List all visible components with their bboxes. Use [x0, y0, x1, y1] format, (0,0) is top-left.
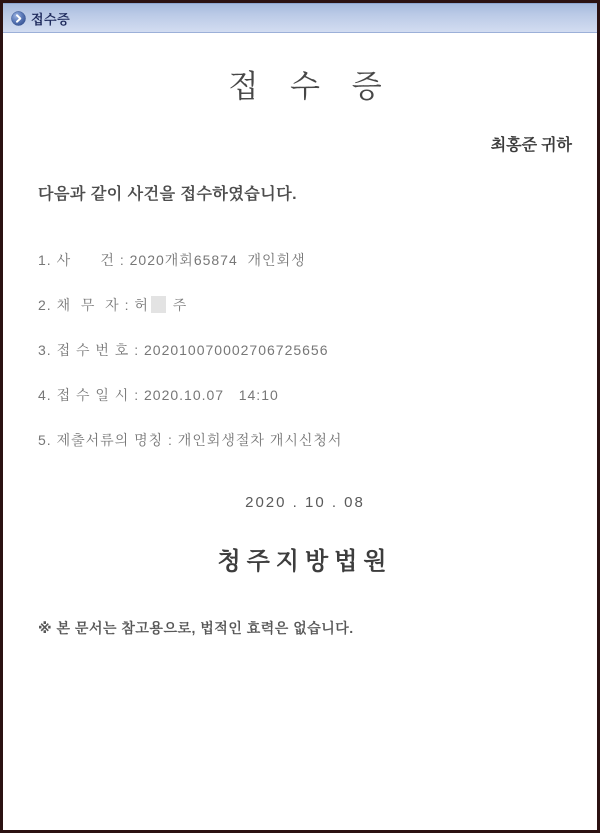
issue-date: 2020 . 10 . 08 — [245, 494, 365, 511]
redaction-box — [151, 296, 166, 313]
chevron-right-circle-icon — [11, 11, 26, 26]
court-name: 청주지방법원 — [217, 549, 393, 575]
page-title: 접 수 증 — [228, 69, 394, 104]
receipt-item-datetime: 4. 접 수 일 시 : 2020.10.07 14:10 — [38, 387, 279, 403]
debtor-name-suffix: 주 — [167, 297, 188, 313]
panel-header — [3, 3, 597, 33]
debtor-label-and-name: 2. 채 무 자 : 허 — [38, 297, 149, 313]
recipient-line: 최홍준 귀하 — [490, 137, 572, 154]
intro-text: 다음과 같이 사건을 접수하였습니다. — [38, 186, 298, 203]
receipt-item-number: 3. 접 수 번 호 : 202010070002706725656 — [38, 342, 329, 358]
receipt-document — [3, 33, 597, 638]
disclaimer-note: ※ 본 문서는 참고용으로, 법적인 효력은 없습니다. — [38, 620, 354, 636]
receipt-item-debtor — [38, 295, 572, 315]
receipt-item-case: 1. 사 건 : 2020개회65874 개인회생 — [38, 252, 306, 268]
receipt-item-doc-name: 5. 제출서류의 명칭 : 개인회생절차 개시신청서 — [38, 432, 343, 448]
panel-title: 접수증 — [31, 11, 71, 27]
